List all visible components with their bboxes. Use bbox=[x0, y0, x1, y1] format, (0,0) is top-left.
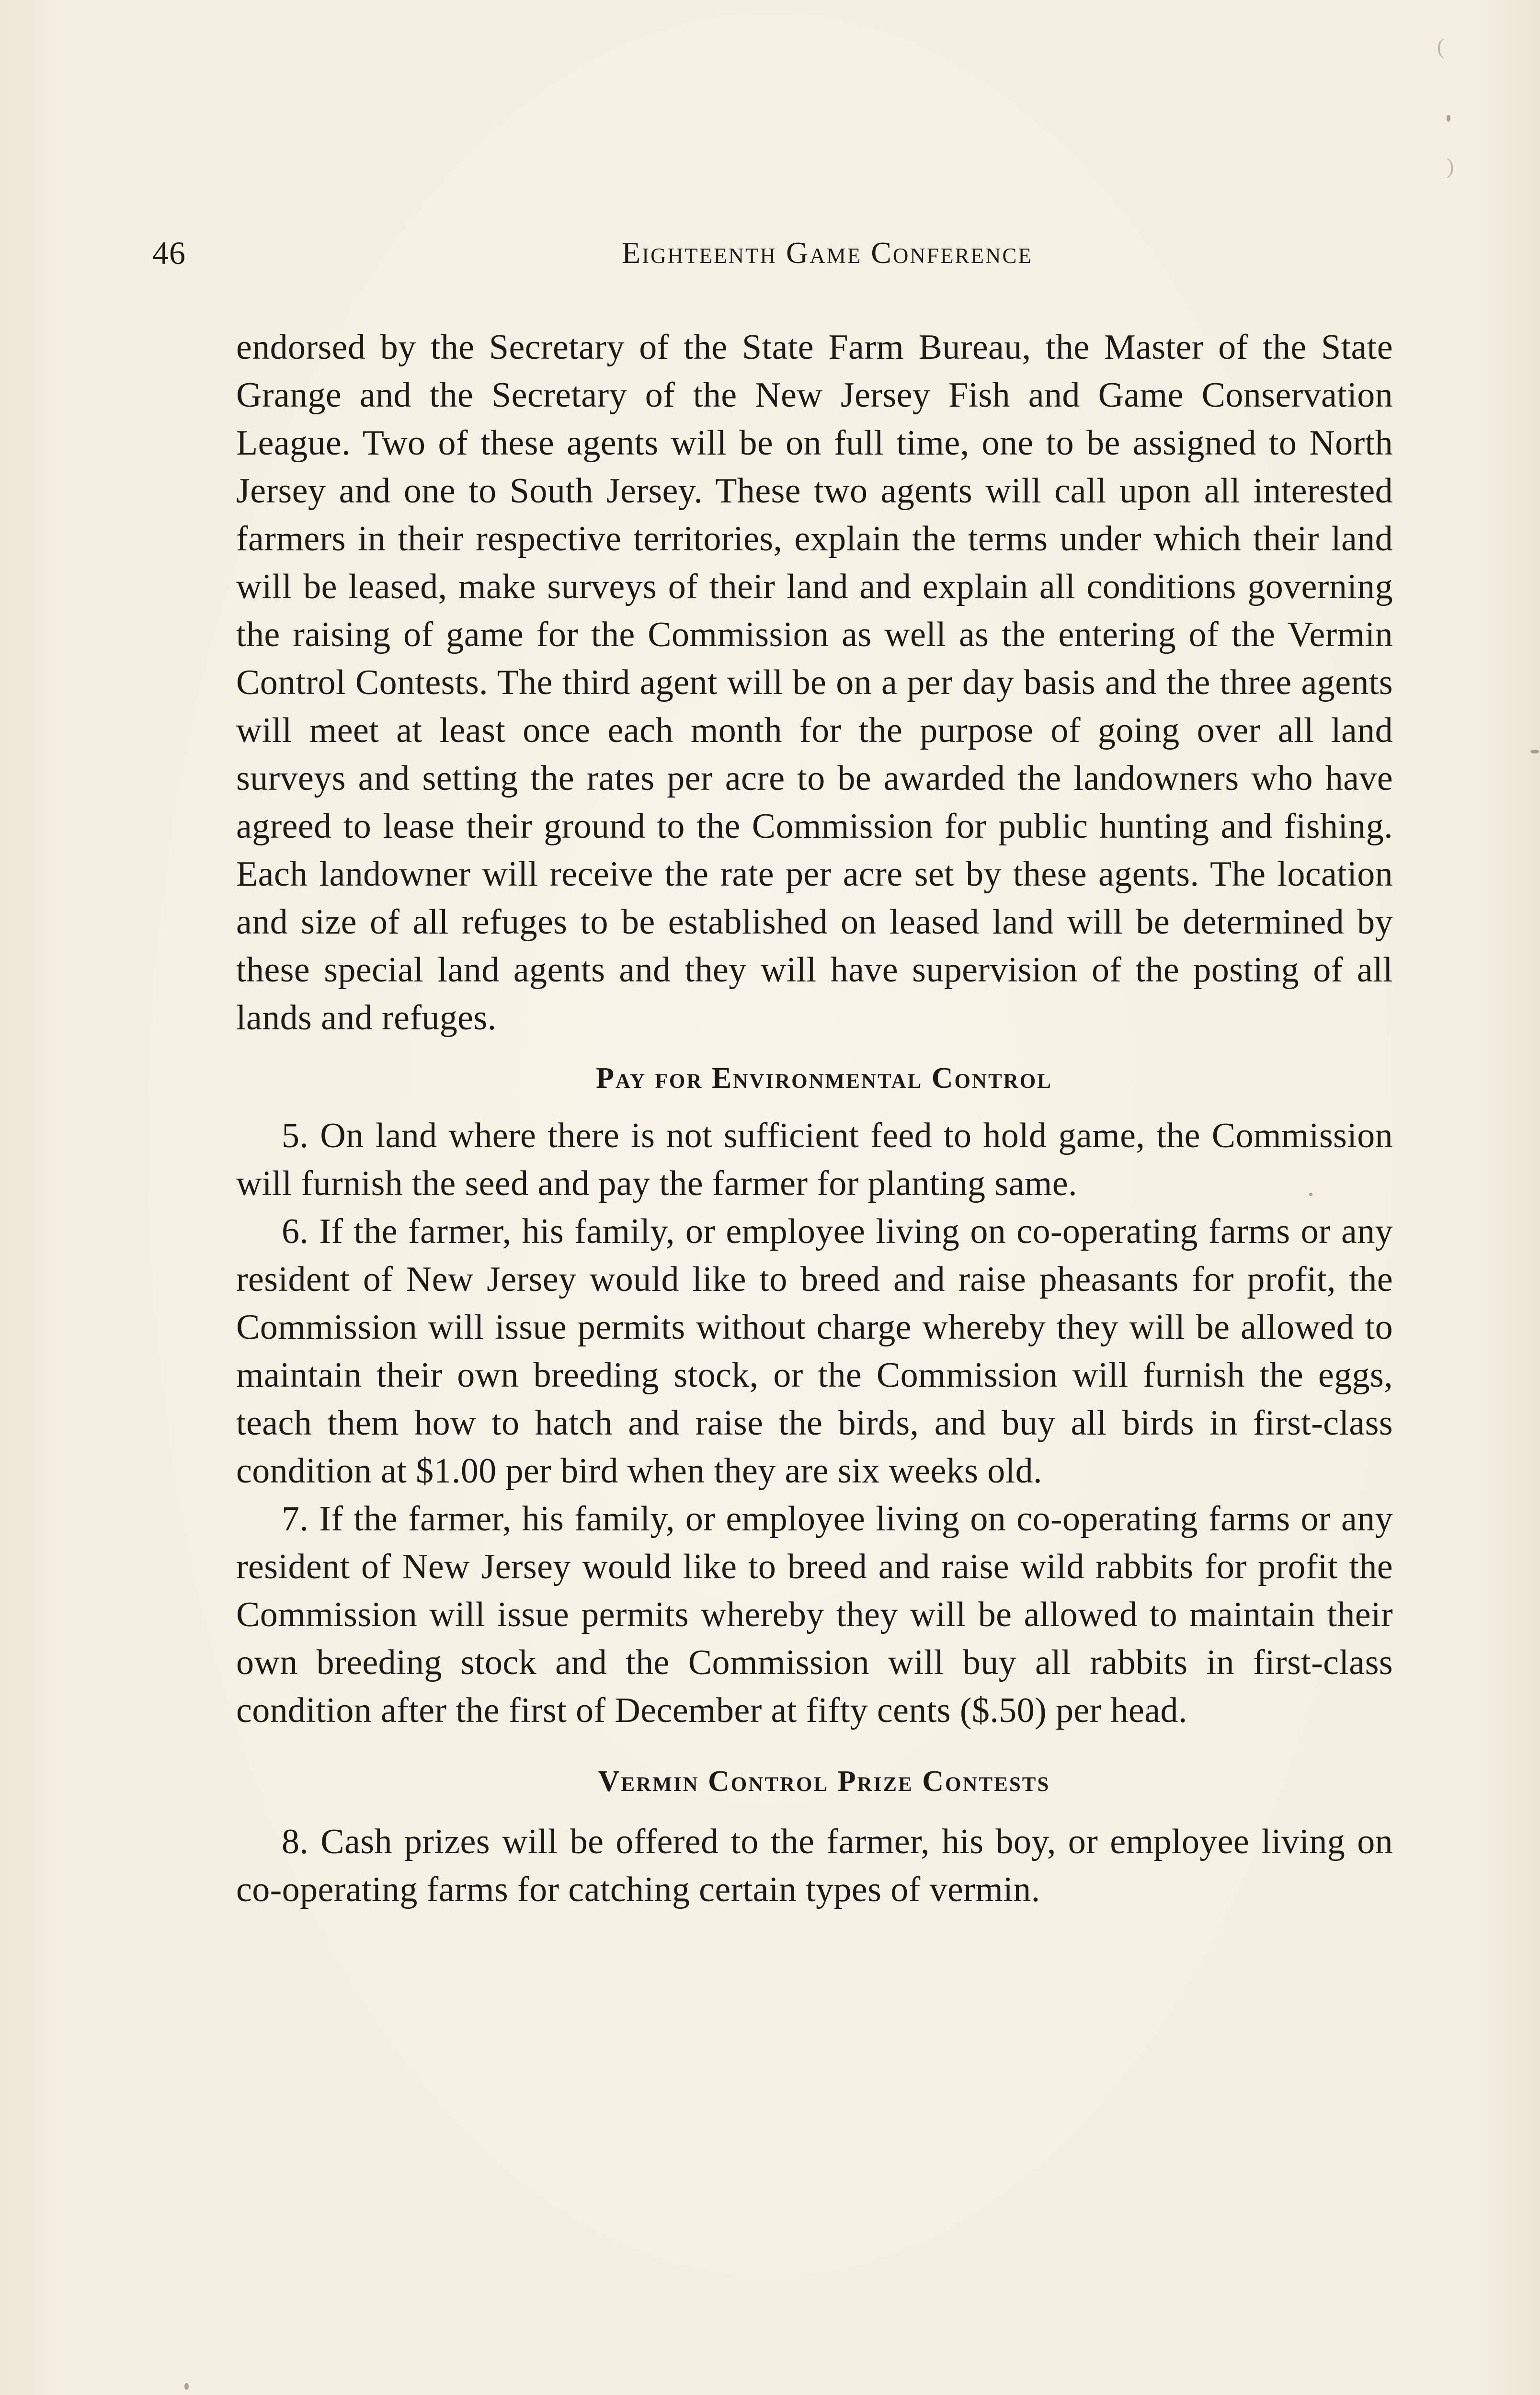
spacer bbox=[236, 1102, 1393, 1112]
section-heading-environmental-control: Pay for Environmental Control bbox=[596, 1062, 1052, 1095]
page-number: 46 bbox=[152, 235, 186, 271]
spacer bbox=[236, 1805, 1393, 1818]
intro-paragraph: endorsed by the Secretary of the State Farm Bureau, the Master of the State Grange and the Secretary of the New Jersey Fish and Game Conservation League. Two of these agents will be on full time, one to be assigned to North Jersey and one to South Jersey. These two agents will call upon all interested farmers in their respective territories, explain the terms under which their land will be leased, make surveys of their land and explain all conditions governing the raising of game for the Commission as well as the entering of the Vermin Control Contests. The third agent will be on a per day basis and the three agents will meet at least once each month for the purpose of going over all land surveys and setting the rates per acre to be awarded the landowners who have agreed to lease their ground to the Commission for public hunting and fishing. Each landowner will receive the rate per acre set by these agents. The location and size of all refuges to be established on leased land will be determined by these special land agents and they will have supervision of the posting of all lands and refuges. bbox=[236, 328, 1393, 1038]
numbered-item-6: 6. If the farmer, his family, or employee living on co-operating farms or any resident of New Jersey would like to breed and raise pheasants for profit, the Commission will issue permits without charge whereby they will be allowed to maintain their own breeding stock, or the Commission will furnish the eggs, teach them how to hatch and raise the birds, and buy all birds in first-class condition at $1.00 per bird when they are six weeks old. bbox=[236, 1212, 1393, 1491]
edge-mark-decoration: ) bbox=[1447, 154, 1454, 178]
numbered-item-5: 5. On land where there is not sufficient feed to hold game, the Commission will furnish the seed and pay the farmer for planting same. bbox=[236, 1116, 1393, 1203]
section-heading-vermin-contests: Vermin Control Prize Contests bbox=[598, 1765, 1050, 1798]
running-title: Eighteenth Game Conference bbox=[622, 236, 1033, 270]
paper-speck bbox=[1530, 750, 1539, 753]
body-text bbox=[236, 323, 1393, 1914]
numbered-item-8: 8. Cash prizes will be offered to the farmer, his boy, or employee living on co-operating farms for catching certain types of vermin. bbox=[236, 1822, 1393, 1909]
paper-speck bbox=[184, 2383, 189, 2390]
paper-speck bbox=[1447, 115, 1450, 122]
paper-speck bbox=[1309, 1193, 1312, 1196]
spacer bbox=[236, 1734, 1393, 1757]
spacer bbox=[236, 1042, 1393, 1054]
numbered-item-7: 7. If the farmer, his family, or employee living on co-operating farms or any resident of New Jersey would like to breed and raise wild rabbits for profit the Commission will issue permits whereby they will be allowed to maintain their own breeding stock and the Commission will buy all rabbits in first-class condition after the first of December at fifty cents ($.50) per head. bbox=[236, 1499, 1393, 1730]
edge-mark-decoration: ( bbox=[1437, 34, 1445, 58]
running-head bbox=[152, 234, 1393, 272]
